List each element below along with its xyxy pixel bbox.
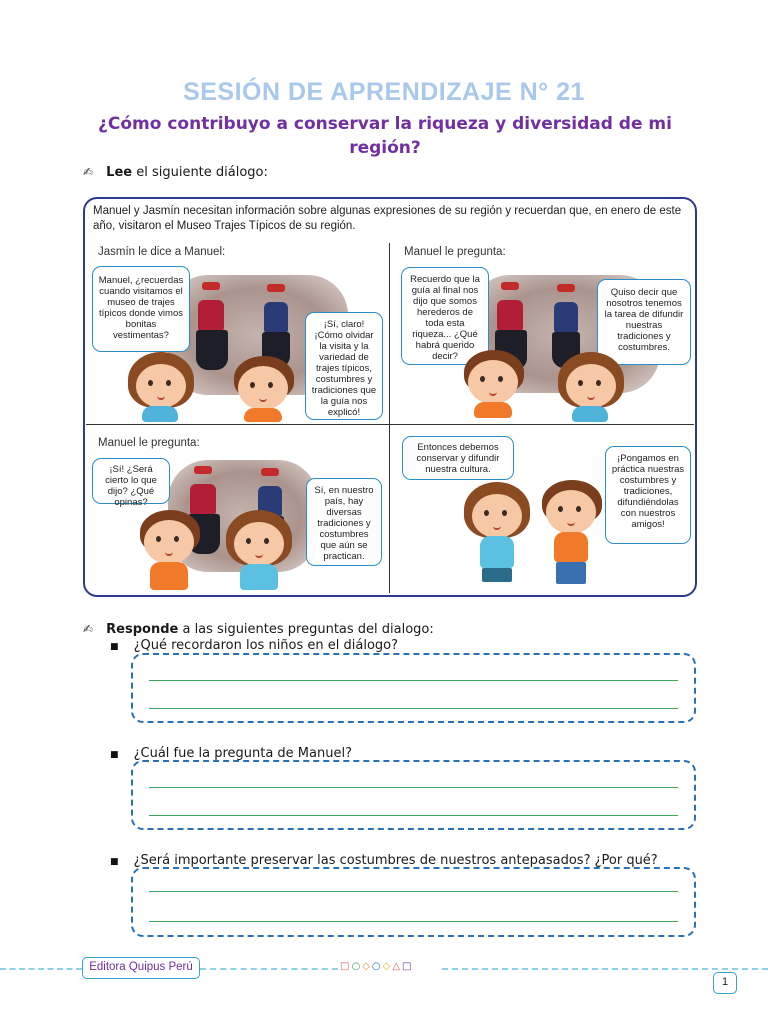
answer-line: [149, 921, 678, 922]
question-item: [110, 742, 352, 761]
answer-line: [149, 787, 678, 788]
pencil-icon: ✍: [83, 622, 94, 636]
question-text: ¿Qué recordaron los niños en el diálogo?: [133, 638, 399, 653]
answer-line: [149, 815, 678, 816]
bullet-icon: ■: [110, 750, 119, 760]
question-text: ¿Cuál fue la pregunta de Manuel?: [133, 746, 352, 761]
speech-bubble: Quiso decir que nosotros tenemos la tarea de difundir nuestras tradiciones y costumbres.: [597, 279, 691, 365]
speech-bubble: Manuel, ¿recuerdas cuando visitamos el museo de trajes típicos donde vimos bonitas vestimentas?: [92, 266, 190, 352]
panel-1-label: Jasmín le dice a Manuel:: [98, 246, 226, 258]
speech-bubble: ¡Pongamos en práctica nuestras costumbres y tradiciones, difundiéndolas con nuestros amigos!: [605, 446, 691, 544]
speech-bubble: ¡Sí! ¿Será cierto lo que dijo? ¿Qué opinas?: [92, 458, 170, 504]
footer-divider: [200, 968, 338, 970]
question-item: [110, 634, 398, 653]
answer-line: [149, 708, 678, 709]
speech-bubble: ¡Sí, claro! ¡Cómo olvidar la visita y la variedad de trajes típicos, costumbres y tradiciones que la guía nos explicó!: [305, 312, 383, 420]
answer-field[interactable]: [131, 760, 696, 830]
panel-horizontal-divider: [86, 424, 694, 425]
bullet-icon: ■: [110, 857, 119, 867]
question-text: ¿Será importante preservar las costumbres de nuestros antepasados? ¿Por qué?: [133, 853, 658, 868]
answer-field[interactable]: [131, 867, 696, 937]
decorative-shapes-icon: □○◇○◇△□: [340, 961, 414, 972]
page-number: 1: [713, 972, 737, 994]
read-instruction-text: el siguiente diálogo:: [132, 165, 268, 180]
speech-bubble: Sí, en nuestro país, hay diversas tradiciones y costumbres que aún se practican.: [306, 478, 382, 566]
publisher-label: Editora Quipus Perú: [82, 957, 200, 979]
answer-line: [149, 891, 678, 892]
panel-vertical-divider: [389, 243, 390, 593]
question-item: [110, 849, 658, 868]
read-instruction-bold: Lee: [106, 165, 133, 180]
answer-line: [149, 680, 678, 681]
speech-bubble: Entonces debemos conservar y difundir nuestra cultura.: [402, 436, 514, 480]
pencil-icon: ✍: [83, 165, 94, 179]
footer-divider: [442, 968, 768, 970]
answer-instruction-bold: Responde: [106, 622, 179, 637]
speech-bubble: Recuerdo que la guía al final nos dijo que somos herederos de toda esta riqueza... ¿Qué habrá querido decir?: [401, 267, 489, 365]
read-instruction: [83, 161, 268, 180]
answer-field[interactable]: [131, 653, 696, 723]
page-subtitle: ¿Cómo contribuyo a conservar la riqueza y diversidad de mi región?: [98, 114, 672, 158]
panel-3-label: Manuel le pregunta:: [98, 437, 200, 449]
dialogue-intro: Manuel y Jasmín necesitan información sobre algunas expresiones de su región y recuerdan que, en enero de este año, visitaron el Museo Trajes Típicos de su región.: [93, 205, 682, 232]
footer-divider: [0, 968, 82, 970]
bullet-icon: ■: [110, 642, 119, 652]
page-title: SESIÓN DE APRENDIZAJE N° 21: [183, 78, 585, 106]
panel-2-label: Manuel le pregunta:: [404, 246, 506, 258]
answer-instruction-text: a las siguientes preguntas del dialogo:: [178, 622, 434, 637]
